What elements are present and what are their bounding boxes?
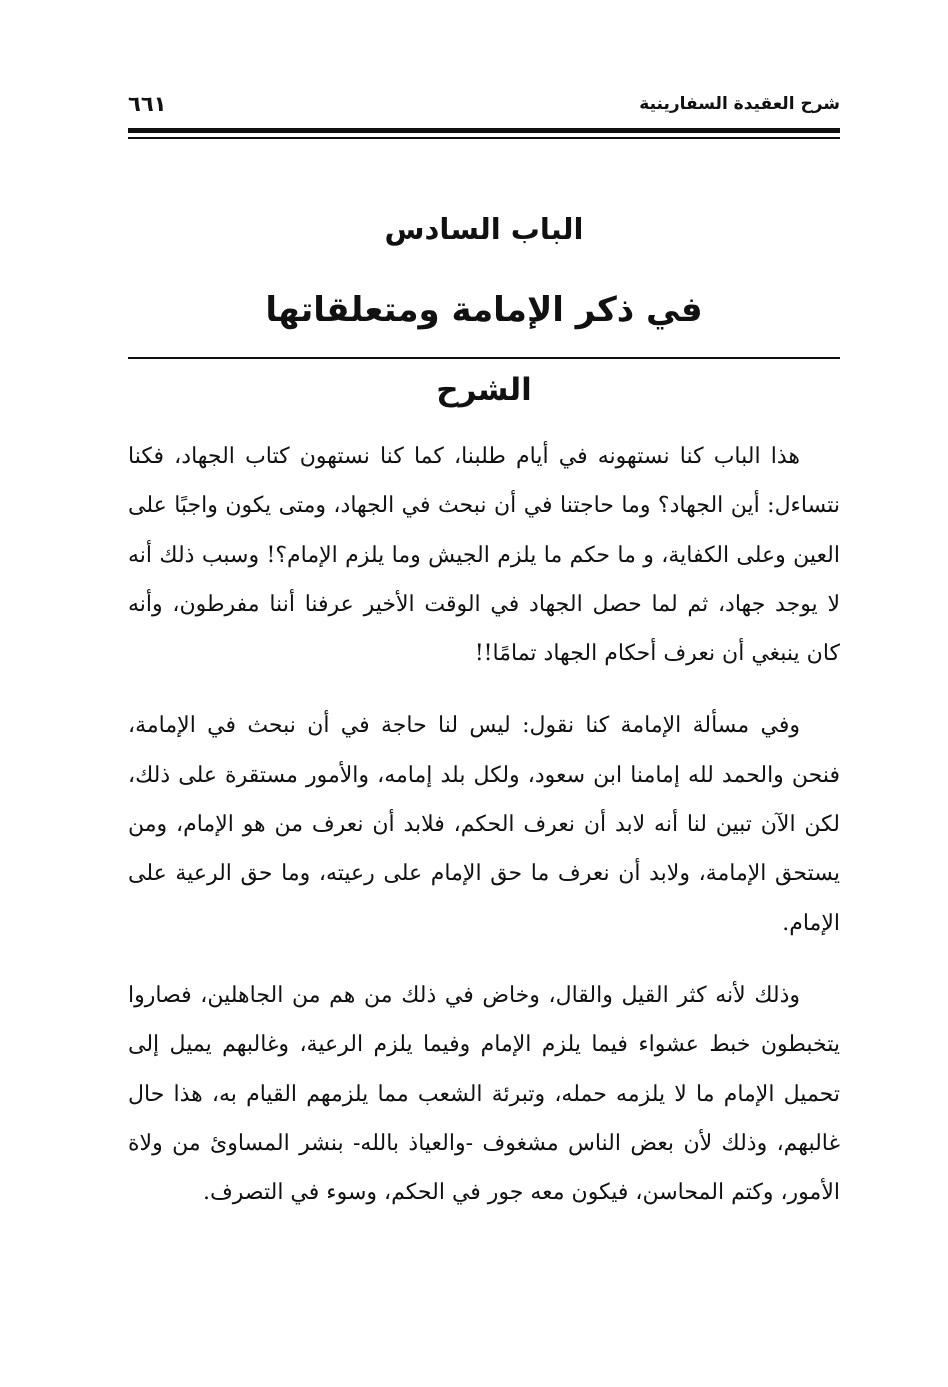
page-number: ٦٦١ [128, 92, 167, 116]
body-paragraph: هذا الباب كنا نستهونه في أيام طلبنا، كما كنا نستهون كتاب الجهاد، فكنا نتساءل: أين الجهاد؟ وما حاجتنا في أن نبحث في الجهاد، ومتى يكون واجبًا على العين وعلى الكفاية، و ما حكم ما يلزم الجيش وما يلزم الإمام؟! وسبب ذلك أنه لا يوجد جهاد، ثم لما حصل الجهاد في الوقت الأخير عرفنا أننا مفرطون، وأنه كان ينبغي أن نعرف أحكام الجهاد تمامًا!! [128, 444, 840, 667]
body-text [128, 432, 840, 1240]
running-header [128, 92, 840, 122]
body-paragraph: وفي مسألة الإمامة كنا نقول: ليس لنا حاجة في أن نبحث في الإمامة، فنحن والحمد لله إمامنا ابن سعود، ولكل بلد إمامه، والأمور مستقرة على ذلك، لكن الآن تبين لنا أنه لابد أن نعرف الحكم، فلابد أن نعرف من هو الإمام، ومن يستحق الإمامة، ولابد أن نعرف ما حق الإمام على رعيته، وما حق الرعية على الإمام. [128, 713, 840, 936]
chapter-title-heading: في ذكر الإمامة ومتعلقاتها [265, 290, 703, 330]
body-paragraph: وذلك لأنه كثر القيل والقال، وخاض في ذلك من هم من الجاهلين، فصاروا يتخبطون خبط عشواء فيما يلزم الإمام وفيما يلزم الرعية، وغالبهم يميل إلى تحميل الإمام ما لا يلزمه حمله، وتبرئة الشعب مما يلزمهم القيام به، هذا حال غالبهم، وذلك لأن بعض الناس مشغوف -والعياذ بالله- بنشر المساوئ من ولاة الأمور، وكتم المحاسن، فيكون معه جور في الحكم، وسوء في التصرف. [128, 982, 840, 1206]
section-divider [128, 357, 840, 359]
running-header-book-title: شرح العقيدة السفارينية [639, 94, 840, 114]
header-rule-thick [128, 128, 840, 133]
header-rule-thin [128, 137, 840, 139]
section-title-heading: الشرح [436, 372, 532, 408]
chapter-number-heading: الباب السادس [384, 212, 584, 246]
